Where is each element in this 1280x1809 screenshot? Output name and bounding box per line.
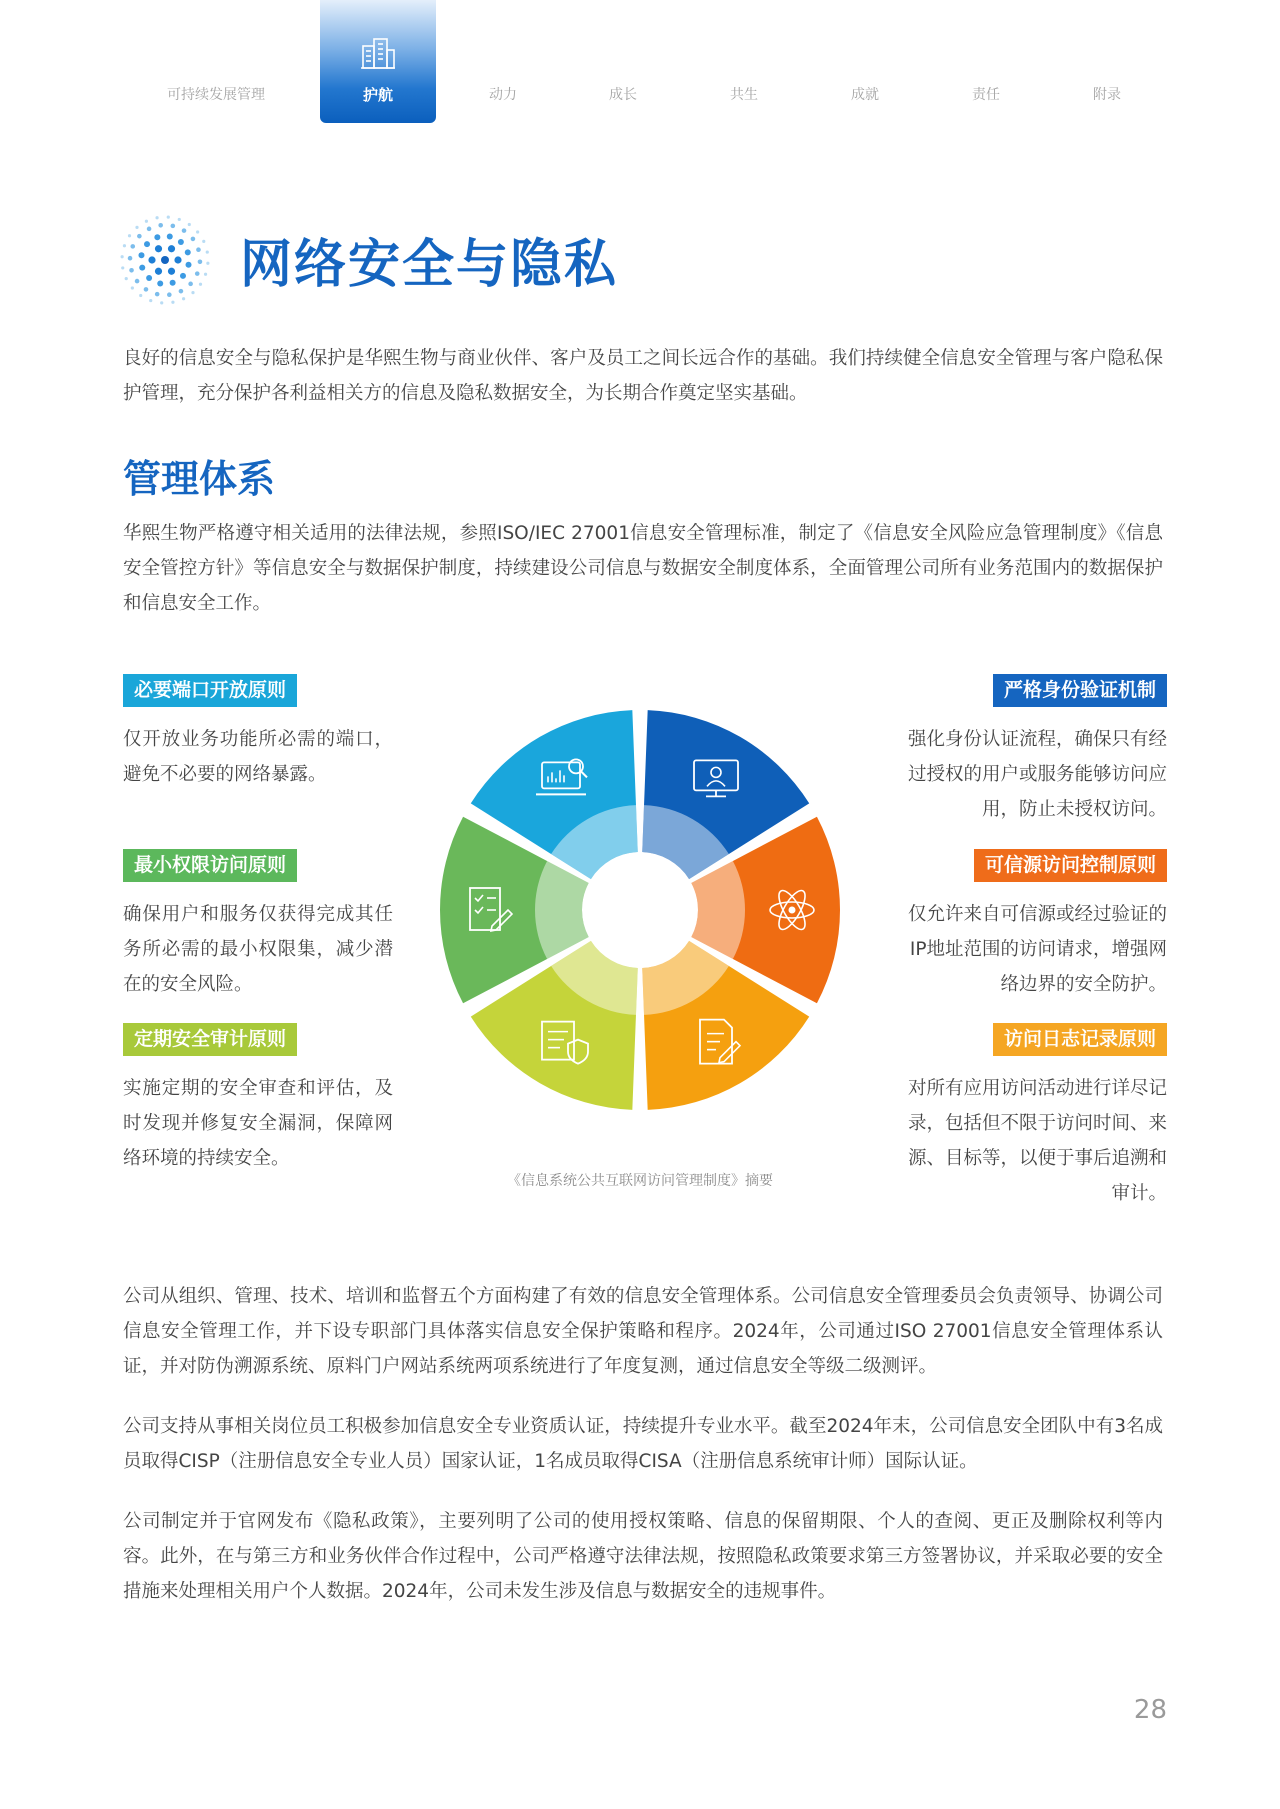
wheel-center [584,854,696,966]
principle-text-regular-audit: 实施定期的安全审查和评估，及时发现并修复安全漏洞，保障网络环境的持续安全。 [123,1078,393,1169]
principle-text-necessary-ports: 仅开放业务功能所必需的端口，避免不必要的网络暴露。 [123,729,393,785]
nav-item-symbiosis[interactable]: 共生 [730,87,758,103]
principle-text-identity-verification: 强化身份认证流程，确保只有经过授权的用户或服务能够访问应用，防止未授权访问。 [907,729,1167,820]
wheel-inner-ring-5 [535,861,589,959]
principle-label-trusted-source: 可信源访问控制原则 [974,849,1167,882]
security-principles-wheel [440,710,840,1110]
principle-label-necessary-ports: 必要端口开放原则 [123,674,297,707]
wheel-inner-ring-2 [691,861,745,959]
dot-circle-icon [120,215,210,305]
page-number: 28 [1133,1695,1167,1725]
principle-text-least-privilege: 确保用户和服务仅获得完成其任务所必需的最小权限集，减少潜在的安全风险。 [123,904,393,995]
nav-item-label-active: 护航 [362,86,393,104]
principle-text-trusted-source: 仅允许来自可信源或经过验证的IP地址范围的访问请求，增强网络边界的安全防护。 [907,904,1167,995]
nav-item-responsibility[interactable]: 责任 [972,87,1000,103]
intro-paragraph: 良好的信息安全与隐私保护是华熙生物与商业伙伴、客户及员工之间长远合作的基础。我们持续健全信息安全管理与客户隐私保护管理，充分保护各利益相关方的信息及隐私数据安全，为长期合作奠定坚实基础。 [123,348,1163,404]
nav-item-motivation[interactable]: 动力 [489,87,517,103]
principle-text-access-log: 对所有应用访问活动进行详尽记录，包括但不限于访问时间、来源、目标等，以便于事后追溯和审计。 [907,1078,1167,1204]
nav-item-appendix[interactable]: 附录 [1093,87,1121,103]
building-icon [360,36,396,70]
section-title: 管理体系 [123,457,276,501]
nav-item-growth[interactable]: 成长 [609,87,637,103]
nav-item-achievement[interactable]: 成就 [851,87,879,103]
principle-label-regular-audit: 定期安全审计原则 [123,1023,297,1056]
body-paragraph-3: 公司制定并于官网发布《隐私政策》，主要列明了公司的使用授权策略、信息的保留期限、个人的查阅、更正及删除权利等内容。此外，在与第三方和业务伙伴合作过程中，公司严格遵守法律法规，按照隐私政策要求第三方签署协议，并采取必要的安全措施来处理相关用户个人数据。2024年，公司未发生涉及信息与数据安全的违规事件。 [123,1511,1163,1602]
principle-label-identity-verification: 严格身份验证机制 [993,674,1167,707]
principle-label-least-privilege: 最小权限访问原则 [123,849,297,882]
page-title: 网络安全与隐私 [240,235,619,295]
nav-item-active[interactable] [320,0,436,123]
nav-item-sustainability[interactable]: 可持续发展管理 [167,87,265,103]
body-paragraph-1: 公司从组织、管理、技术、培训和监督五个方面构建了有效的信息安全管理体系。公司信息安全管理委员会负责领导、协调公司信息安全管理工作，并下设专职部门具体落实信息安全保护策略和程序。2024年，公司通过ISO 27001信息安全管理体系认证，并对防伪溯源系统、原料门户网站系统两项系统进行了年度复测，通过信息安全等级二级测评。 [123,1286,1163,1377]
top-navigation [0,0,1280,125]
principle-label-access-log: 访问日志记录原则 [993,1023,1167,1056]
wheel-caption: 《信息系统公共互联网访问管理制度》摘要 [507,1173,773,1189]
body-paragraph-2: 公司支持从事相关岗位员工积极参加信息安全专业资质认证，持续提升专业水平。截至2024年末，公司信息安全团队中有3名成员取得CISP（注册信息安全专业人员）国家认证，1名成员取得CISA（注册信息系统审计师）国际认证。 [123,1416,1163,1472]
section-intro-paragraph: 华熙生物严格遵守相关适用的法律法规，参照ISO/IEC 27001信息安全管理标准，制定了《信息安全风险应急管理制度》《信息安全管控方针》等信息安全与数据保护制度，持续建设公司信息与数据安全制度体系，全面管理公司所有业务范围内的数据保护和信息安全工作。 [123,523,1163,614]
